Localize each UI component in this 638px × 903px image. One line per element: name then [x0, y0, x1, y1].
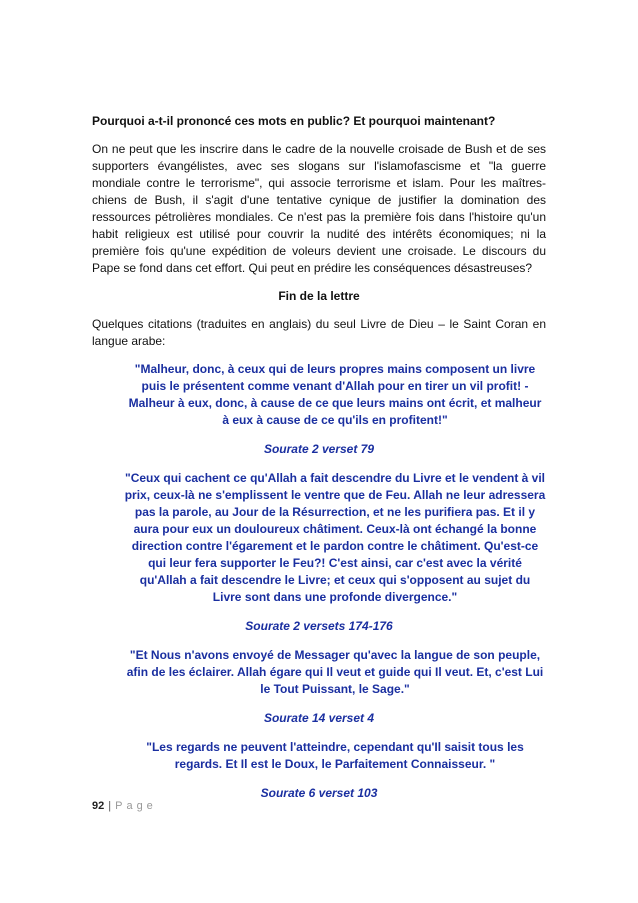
citation-text: "Malheur, donc, à ceux qui de leurs propres mains composent un livre puis le présentent comme venant d'Allah pour en tirer un vil profit! - Malheur à eux, donc, à cause de ce que leurs mains ont écrit, et malheur à eux à cause de ce qu'ils en profitent!"	[128, 362, 542, 427]
body-paragraph: On ne peut que les inscrire dans le cadre de la nouvelle croisade de Bush et de ses supporters évangélistes, avec ses slogans sur l'islamofascisme et "la guerre mondiale contre le terrorisme", qui associe terrorisme et islam. Pour les maîtres-chiens de Bush, il s'agit d'une tentative cynique de justifier la domination des ressources pétrolières mondiales. Ce n'est pas la première fois dans l'histoire qu'un habit religieux est utilisé pour couvrir la nudité des intérêts économiques; ni la première fois qu'une expédition de voleurs devient une croisade. Le discours du Pape se fond dans cet effort. Qui peut en prédire les conséquences désastreuses?	[92, 142, 546, 275]
citation-reference: Sourate 2 verset 79	[263, 442, 375, 456]
page-content	[92, 113, 546, 814]
citations-intro: Quelques citations (traduites en anglais) du seul Livre de Dieu – le Saint Coran en langue arabe:	[92, 317, 546, 348]
citation-text: "Ceux qui cachent ce qu'Allah a fait descendre du Livre et le vendent à vil prix, ceux-là ne s'emplissent le ventre que de Feu. Allah ne leur adressera pas la parole, au Jour de la Résurrection, et ne les purifiera pas. Et il y aura pour eux un douloureux châtiment. Ceux-là ont échangé la bonne direction contre l'égarement et le pardon contre le châtiment. Qu'est-ce qui leur fera supporter le Feu?! C'est ainsi, car c'est avec la vérité qu'Allah a fait descendre le Livre; et ceux qui s'opposent au sujet du Livre sont dans une profonde divergence."	[124, 471, 546, 604]
page-label: Page	[115, 800, 157, 812]
citation-text: "Les regards ne peuvent l'atteindre, cependant qu'Il saisit tous les regards. Et Il est le Doux, le Parfaitement Connaisseur. "	[146, 740, 524, 771]
section-heading: Pourquoi a-t-il prononcé ces mots en public? Et pourquoi maintenant?	[92, 114, 496, 128]
footer-separator: |	[108, 800, 112, 812]
citation-reference: Sourate 14 verset 4	[263, 711, 375, 725]
citation-reference: Sourate 6 verset 103	[260, 786, 378, 800]
citation-reference: Sourate 2 versets 174-176	[245, 619, 393, 633]
citation-text: "Et Nous n'avons envoyé de Messager qu'avec la langue de son peuple, afin de les éclairer. Allah égare qui Il veut et guide qui Il veut. Et, c'est Lui le Tout Puissant, le Sage."	[126, 648, 544, 696]
page-number: 92	[92, 800, 105, 812]
page-footer	[92, 800, 157, 812]
end-of-letter-label: Fin de la lettre	[278, 289, 360, 303]
